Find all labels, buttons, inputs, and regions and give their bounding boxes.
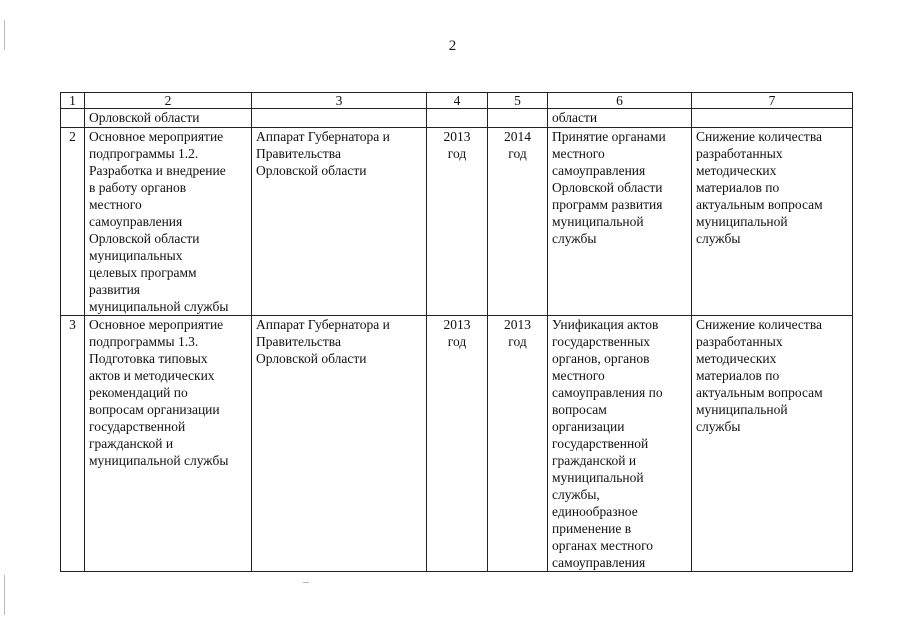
measures-table (60, 92, 853, 572)
cell-executor: Аппарат Губернатора и Правительства Орловской области (252, 128, 427, 316)
cell-executor (252, 109, 427, 128)
header-cell-1: 1 (61, 93, 85, 109)
cell-consequences: Снижение количества разработанных методических материалов по актуальным вопросам муниципальной службы (692, 316, 853, 572)
cell-expected-result: Принятие органами местного самоуправления Орловской области программ развития муниципальной службы (548, 128, 692, 316)
continuation-row (61, 109, 853, 128)
cell-measure: Основное мероприятие подпрограммы 1.3. Подготовка типовых актов и методических рекомендаций по вопросам организации государственной гражданской и муниципальной службы (85, 316, 252, 572)
cell-start-year: 2013 год (427, 316, 488, 572)
header-cell-3: 3 (252, 93, 427, 109)
cell-end-year: 2013 год (488, 316, 548, 572)
scan-edge-mark (4, 20, 5, 50)
cell-consequences: Снижение количества разработанных методических материалов по актуальным вопросам муниципальной службы (692, 128, 853, 316)
cell-number: 2 (61, 128, 85, 316)
scan-edge-mark (303, 582, 309, 583)
header-cell-4: 4 (427, 93, 488, 109)
header-row (61, 93, 853, 109)
cell-number: 3 (61, 316, 85, 572)
table-row (61, 128, 853, 316)
cell-executor: Аппарат Губернатора и Правительства Орловской области (252, 316, 427, 572)
scan-edge-mark (4, 575, 5, 615)
cell-number (61, 109, 85, 128)
header-cell-2: 2 (85, 93, 252, 109)
cell-expected-result: области (548, 109, 692, 128)
cell-end-year: 2014 год (488, 128, 548, 316)
page-number: 2 (448, 38, 457, 54)
cell-start-year (427, 109, 488, 128)
cell-expected-result: Унификация актов государственных органов, органов местного самоуправления по вопросам организации государственной гражданской и муниципальной службы, единообразное применение в органах местного самоуправления (548, 316, 692, 572)
header-cell-7: 7 (692, 93, 853, 109)
header-cell-5: 5 (488, 93, 548, 109)
cell-end-year (488, 109, 548, 128)
cell-start-year: 2013 год (427, 128, 488, 316)
cell-measure: Основное мероприятие подпрограммы 1.2. Разработка и внедрение в работу органов местного самоуправления Орловской области муниципальных целевых программ развития муниципальной службы (85, 128, 252, 316)
table-row (61, 316, 853, 572)
cell-measure: Орловской области (85, 109, 252, 128)
header-cell-6: 6 (548, 93, 692, 109)
cell-consequences (692, 109, 853, 128)
